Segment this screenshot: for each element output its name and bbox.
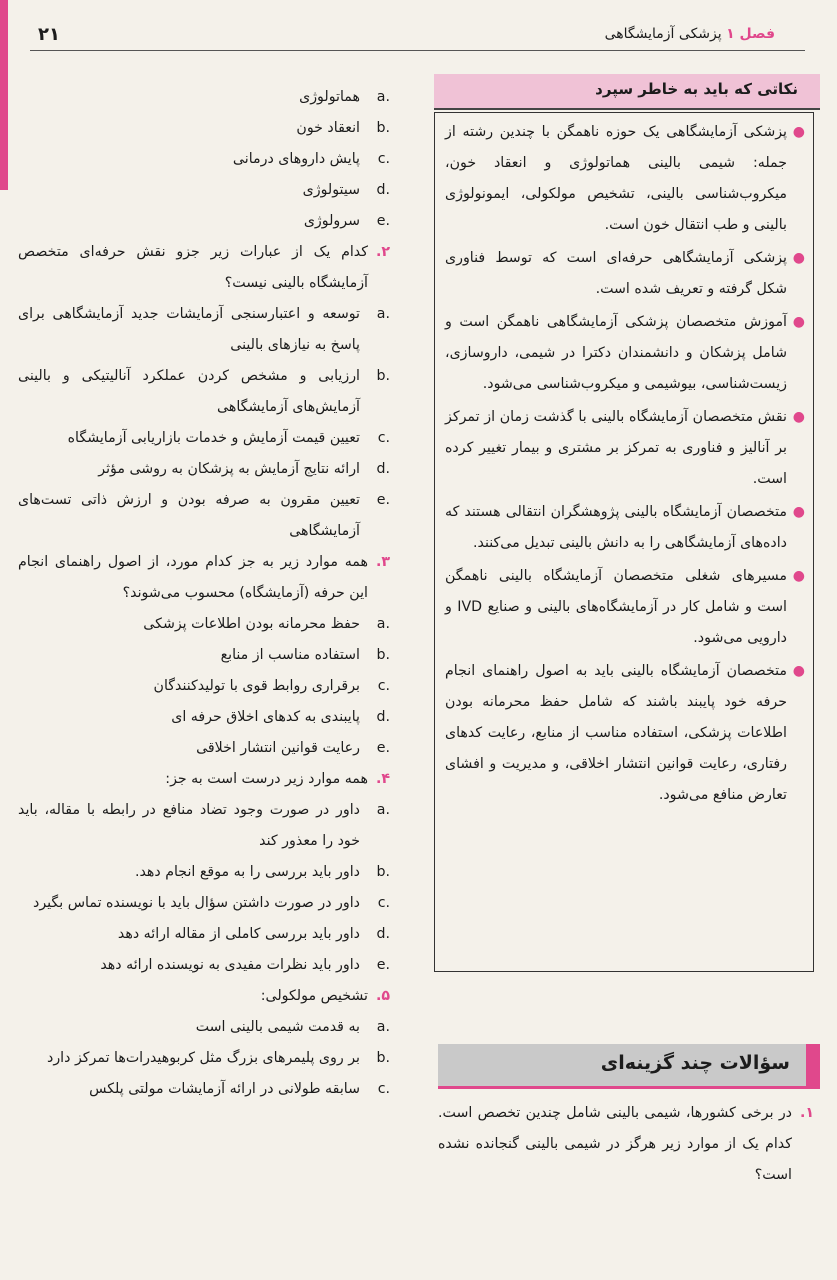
option-text: سابقه طولانی در ارائه آزمایشات مولتی پلکس <box>89 1081 360 1097</box>
option-text: بر روی پلیمرهای بزرگ مثل کربوهیدرات‌ها تمرکز دارد <box>47 1050 360 1066</box>
option-text: توسعه و اعتبارسنجی آزمایشات جدید آزمایشگاهی برای پاسخ به نیازهای بالینی <box>18 306 360 353</box>
page-edge-tab <box>0 0 8 190</box>
note-item <box>445 656 805 811</box>
question-number: ۴. <box>375 771 390 787</box>
note-item <box>445 243 805 305</box>
option <box>18 485 390 547</box>
option-text: داور در صورت داشتن سؤال باید با نویسنده تماس بگیرد <box>33 895 360 911</box>
mcq-section-header <box>438 1044 820 1089</box>
bullet-icon: ● <box>792 568 805 584</box>
option-letter: a. <box>376 616 390 632</box>
option <box>18 671 390 702</box>
bullet-icon: ● <box>792 663 805 679</box>
option <box>18 857 390 888</box>
option-text: هماتولوژی <box>299 89 360 105</box>
question-3 <box>18 547 390 764</box>
option-letter: a. <box>376 802 390 818</box>
bullet-icon: ● <box>792 250 805 266</box>
question-number: ۳. <box>375 554 390 570</box>
note-text: متخصصان آزمایشگاه بالینی باید به اصول راهنمای انجام حرفه خود پایبند باشند که شامل حفظ محرمانه بودن اطلاعات پزشکی، استفاده مناسب از منابع، رعایت کدهای رفتاری، رعایت قوانین انتشار اخلاقی، و مدیریت و افشای تعارض منافع می‌شود. <box>445 663 787 803</box>
option-letter: d. <box>376 926 390 942</box>
left-column <box>18 82 390 1105</box>
option-text: سرولوژی <box>303 213 360 229</box>
question-number: ۱. <box>799 1105 814 1121</box>
note-text: متخصصان آزمایشگاه بالینی پژوهشگران انتقالی هستند که داده‌های آزمایشگاهی را به دانش بالینی تبدیل می‌کنند. <box>445 504 787 551</box>
option <box>18 919 390 950</box>
option-letter: e. <box>376 492 390 508</box>
note-text: نقش متخصصان آزمایشگاه بالینی با گذشت زمان از تمرکز بر آنالیز و فناوری به تمرکز بر مشتری و بیمار تغییر کرده است. <box>445 409 787 487</box>
option <box>18 1074 390 1105</box>
option <box>18 795 390 857</box>
page-number: ۲۱ <box>38 24 60 45</box>
question-1 <box>438 1098 814 1191</box>
option-text: رعایت قوانین انتشار اخلاقی <box>196 740 360 756</box>
option-letter: b. <box>376 1050 390 1066</box>
option-text: سیتولوژی <box>302 182 360 198</box>
question-stem <box>18 547 390 609</box>
option-letter: e. <box>376 957 390 973</box>
question-2 <box>18 237 390 547</box>
question-5 <box>18 981 390 1105</box>
option-letter: a. <box>376 1019 390 1035</box>
option <box>18 1012 390 1043</box>
option <box>18 950 390 981</box>
notes-box-header <box>434 74 820 110</box>
option <box>18 733 390 764</box>
option-text: تعیین قیمت آزمایش و خدمات بازاریابی آزمایشگاه <box>67 430 360 446</box>
question-text: تشخیص مولکولی: <box>260 988 368 1004</box>
option-letter: d. <box>376 182 390 198</box>
option-text: استفاده مناسب از منابع <box>220 647 360 663</box>
option <box>18 299 390 361</box>
question-stem <box>438 1098 814 1191</box>
option-text: پایبندی به کدهای اخلاق حرفه ای <box>171 709 360 725</box>
option-letter: c. <box>377 430 390 446</box>
notes-box <box>434 112 814 972</box>
option <box>18 82 390 113</box>
question-text: همه موارد زیر به جز کدام مورد، از اصول راهنمای انجام این حرفه (آزمایشگاه) محسوب می‌شوند؟ <box>18 554 368 601</box>
option-letter: e. <box>376 740 390 756</box>
note-text: پزشکی آزمایشگاهی یک حوزه ناهمگن با چندین رشته از جمله: شیمی بالینی هماتولوژی و انعقاد خون، میکروب‌شناسی بالینی، تشخیص مولکولی، ایمونولوژی بالینی و طب انتقال خون است. <box>445 124 787 233</box>
question-text: کدام یک از عبارات زیر جزو نقش حرفه‌ای متخصص آزمایشگاه بالینی نیست؟ <box>18 244 368 291</box>
question-stem <box>18 981 390 1012</box>
note-item <box>445 307 805 400</box>
question-text: همه موارد زیر درست است به جز: <box>165 771 368 787</box>
option-letter: d. <box>376 709 390 725</box>
option-text: داور در صورت وجود تضاد منافع در رابطه با مقاله، باید خود را معذور کند <box>18 802 360 849</box>
question-number: ۲. <box>375 244 390 260</box>
option-text: انعقاد خون <box>296 120 360 136</box>
option-text: پایش داروهای درمانی <box>232 151 360 167</box>
option-text: ارزیابی و مشخص کردن عملکرد آنالیتیکی و بالینی آزمایش‌های آزمایشگاهی <box>18 368 360 415</box>
mcq-section-title: سؤالات چند گزینه‌ای <box>600 1052 790 1074</box>
section-accent-bar <box>806 1044 820 1086</box>
option-letter: a. <box>376 306 390 322</box>
note-item <box>445 402 805 495</box>
option-letter: c. <box>377 895 390 911</box>
option-text: داور باید بررسی را به موقع انجام دهد. <box>134 864 360 880</box>
question-stem <box>18 764 390 795</box>
option <box>18 113 390 144</box>
option-text: به قدمت شیمی بالینی است <box>195 1019 360 1035</box>
option-letter: a. <box>376 89 390 105</box>
note-text: آموزش متخصصان پزشکی آزمایشگاهی ناهمگن است و شامل پزشکان و دانشمندان دکترا در شیمی، داروسازی، زیست‌شناسی، بیوشیمی و میکروب‌شناسی می‌شود. <box>445 314 787 392</box>
option-text: تعیین مقرون به صرفه بودن و ارزش ذاتی تست‌های آزمایشگاهی <box>18 492 360 539</box>
option-letter: b. <box>376 120 390 136</box>
option <box>18 702 390 733</box>
option <box>18 206 390 237</box>
option-text: داور باید نظرات مفیدی به نویسنده ارائه دهد <box>100 957 360 973</box>
option <box>18 144 390 175</box>
bullet-icon: ● <box>792 504 805 520</box>
note-item <box>445 497 805 559</box>
option-letter: c. <box>377 1081 390 1097</box>
option-letter: e. <box>376 213 390 229</box>
option-text: حفظ محرمانه بودن اطلاعات پزشکی <box>143 616 360 632</box>
option-letter: b. <box>376 368 390 384</box>
option <box>18 888 390 919</box>
option-letter: c. <box>377 678 390 694</box>
question-stem <box>18 237 390 299</box>
question-4 <box>18 764 390 981</box>
chapter-label: فصل ۱ <box>726 26 775 42</box>
notes-box-title: نکاتی که باید به خاطر سپرد <box>595 80 798 98</box>
option <box>18 1043 390 1074</box>
page-header <box>30 22 805 51</box>
option-text: برقراری روابط قوی با تولیدکنندگان <box>153 678 360 694</box>
option <box>18 423 390 454</box>
question-number: ۵. <box>375 988 390 1004</box>
option-letter: d. <box>376 461 390 477</box>
note-text: پزشکی آزمایشگاهی حرفه‌ای است که توسط فناوری شکل گرفته و تعریف شده است. <box>445 250 787 297</box>
option-letter: c. <box>377 151 390 167</box>
option-text: داور باید بررسی کاملی از مقاله ارائه دهد <box>117 926 360 942</box>
question-text: در برخی کشورها، شیمی بالینی شامل چندین تخصص است. کدام یک از موارد زیر هرگز در شیمی بالینی گنجانده نشده است؟ <box>438 1105 792 1183</box>
note-text: مسیرهای شغلی متخصصان آزمایشگاه بالینی ناهمگن است و شامل کار در آزمایشگاه‌های بالینی و صنایع IVD و دارویی می‌شود. <box>445 568 787 646</box>
option <box>18 640 390 671</box>
q1-options <box>18 82 390 237</box>
option-letter: b. <box>376 647 390 663</box>
option <box>18 454 390 485</box>
chapter-title <box>605 26 775 42</box>
note-item <box>445 117 805 241</box>
option-text: ارائه نتایج آزمایش به پزشکان به روشی مؤثر <box>98 461 360 477</box>
bullet-icon: ● <box>792 409 805 425</box>
option-letter: b. <box>376 864 390 880</box>
option <box>18 361 390 423</box>
option <box>18 609 390 640</box>
bullet-icon: ● <box>792 124 805 140</box>
note-item <box>445 561 805 654</box>
option <box>18 175 390 206</box>
chapter-name: پزشکی آزمایشگاهی <box>604 26 722 42</box>
bullet-icon: ● <box>792 314 805 330</box>
